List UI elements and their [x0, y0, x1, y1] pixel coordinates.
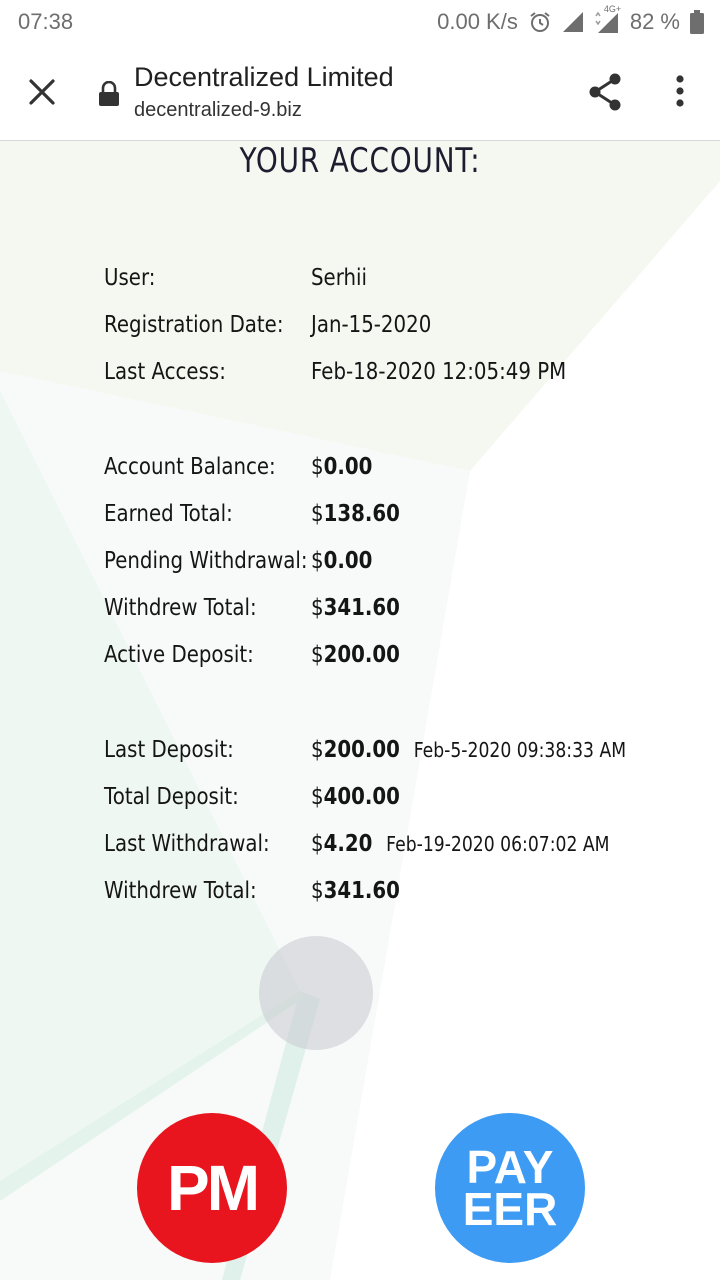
timestamp: Feb-19-2020 06:07:02 AM — [386, 832, 610, 856]
row-value — [311, 454, 372, 480]
amount: 0.00 — [323, 548, 373, 574]
row-label: Total Deposit: — [104, 784, 239, 810]
page-content — [0, 141, 720, 1280]
payeer-logo-line1: PAY — [466, 1141, 554, 1193]
lock-icon[interactable] — [98, 81, 120, 112]
page-url[interactable]: decentralized-9.biz — [134, 99, 302, 121]
currency-symbol: $ — [311, 642, 324, 668]
currency-symbol: $ — [311, 784, 324, 810]
row-value — [311, 501, 400, 527]
amount: 200.00 — [323, 642, 400, 668]
row-label: Last Access: — [104, 359, 226, 385]
amount: 341.60 — [323, 878, 400, 904]
more-vert-icon[interactable] — [664, 70, 696, 114]
amount: 400.00 — [323, 784, 400, 810]
row-value — [311, 784, 400, 810]
row-label: Account Balance: — [104, 454, 276, 480]
row-value — [311, 642, 400, 668]
amount: 341.60 — [323, 595, 400, 621]
row-label: Active Deposit: — [104, 642, 254, 668]
amount: 0.00 — [323, 454, 373, 480]
row-value — [311, 737, 626, 763]
currency-symbol: $ — [311, 737, 324, 763]
share-icon[interactable] — [584, 70, 628, 114]
row-value — [311, 595, 400, 621]
row-value — [311, 548, 372, 574]
row-value: Feb-18-2020 12:05:49 PM — [311, 359, 567, 385]
status-bar — [0, 0, 720, 44]
row-value — [311, 831, 609, 857]
currency-symbol: $ — [311, 501, 324, 527]
status-time: 07:38 — [18, 9, 74, 34]
row-label: Withdrew Total: — [104, 878, 257, 904]
row-label: Registration Date: — [104, 312, 284, 338]
close-icon[interactable] — [22, 72, 62, 112]
row-label: User: — [104, 265, 156, 291]
currency-symbol: $ — [311, 595, 324, 621]
browser-toolbar — [0, 44, 720, 141]
signal-icon — [562, 11, 584, 33]
amount: 4.20 — [323, 831, 373, 857]
row-value: Jan-15-2020 — [311, 312, 432, 338]
currency-symbol: $ — [311, 878, 324, 904]
amount: 138.60 — [323, 501, 400, 527]
payeer-button[interactable] — [435, 1113, 585, 1263]
signal-4g-icon — [594, 4, 622, 34]
row-value: Serhii — [311, 265, 368, 291]
page-title: Decentralized Limited — [134, 62, 394, 92]
row-label: Last Withdrawal: — [104, 831, 270, 857]
row-label: Last Deposit: — [104, 737, 234, 763]
network-type: 4G+ — [603, 4, 622, 14]
row-label: Earned Total: — [104, 501, 233, 527]
row-value — [311, 878, 400, 904]
currency-symbol: $ — [311, 831, 324, 857]
battery-level: 82 % — [629, 9, 680, 34]
account-heading: YOUR ACCOUNT: — [239, 141, 481, 181]
perfect-money-button[interactable] — [137, 1113, 287, 1263]
payeer-logo-line2: EER — [462, 1183, 558, 1235]
decorative-circle — [259, 936, 373, 1050]
timestamp: Feb-5-2020 09:38:33 AM — [413, 738, 627, 762]
currency-symbol: $ — [311, 454, 324, 480]
pm-logo-label: PM — [167, 1152, 257, 1224]
alarm-icon — [528, 10, 552, 34]
battery-icon — [690, 10, 704, 34]
amount: 200.00 — [323, 737, 400, 763]
row-label: Withdrew Total: — [104, 595, 257, 621]
net-speed: 0.00 K/s — [437, 9, 518, 34]
currency-symbol: $ — [311, 548, 324, 574]
row-label: Pending Withdrawal: — [104, 548, 308, 574]
